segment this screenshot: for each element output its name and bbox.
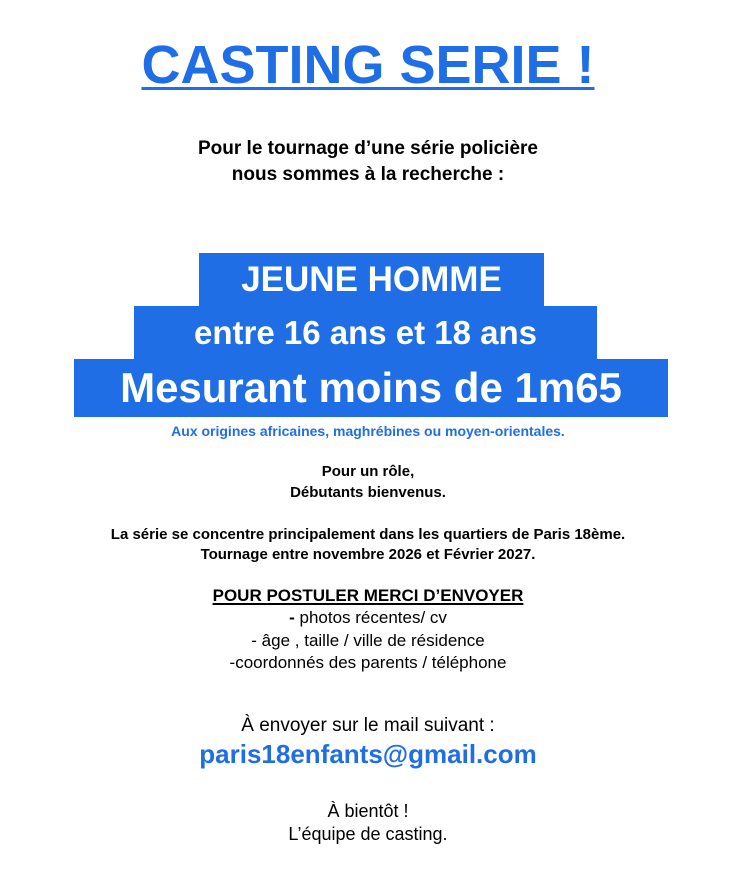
apply-item-dash: -	[289, 608, 295, 627]
page-title-text: CASTING SERIE !	[141, 35, 595, 95]
intro-line-2: nous sommes à la recherche :	[231, 164, 505, 185]
closing-line-1: À bientôt !	[327, 801, 409, 821]
page-title	[0, 34, 736, 96]
apply-item-photos	[0, 607, 736, 629]
role-line-1: Pour un rôle,	[321, 463, 415, 480]
details-schedule: Tournage entre novembre 2026 et Février 2027.	[200, 546, 536, 563]
intro-line-1: Pour le tournage d’une série policière	[198, 138, 538, 159]
profile-age-band: entre 16 ans et 18 ans	[134, 306, 597, 359]
apply-heading-text: POUR POSTULER MERCI D’ENVOYER	[212, 586, 524, 605]
closing-signature: L’équipe de casting.	[288, 824, 448, 844]
apply-item-parents: -coordonnés des parents / téléphone	[229, 653, 507, 672]
details-location: La série se concentre principalement dans les quartiers de Paris 18ème.	[110, 526, 626, 543]
apply-item-photos-text: photos récentes/ cv	[294, 608, 447, 627]
profile-gender-band: JEUNE HOMME	[199, 253, 544, 306]
role-line-2: Débutants bienvenus.	[290, 484, 446, 501]
profile-height-band: Mesurant moins de 1m65	[74, 359, 668, 417]
apply-item-age: - âge , taille / ville de résidence	[251, 631, 485, 650]
contact-email-link[interactable]: paris18enfants@gmail.com	[199, 739, 537, 769]
contact-label: À envoyer sur le mail suivant :	[241, 715, 495, 736]
apply-heading	[0, 585, 736, 607]
profile-origins: Aux origines africaines, maghrébines ou moyen-orientales.	[171, 423, 565, 439]
